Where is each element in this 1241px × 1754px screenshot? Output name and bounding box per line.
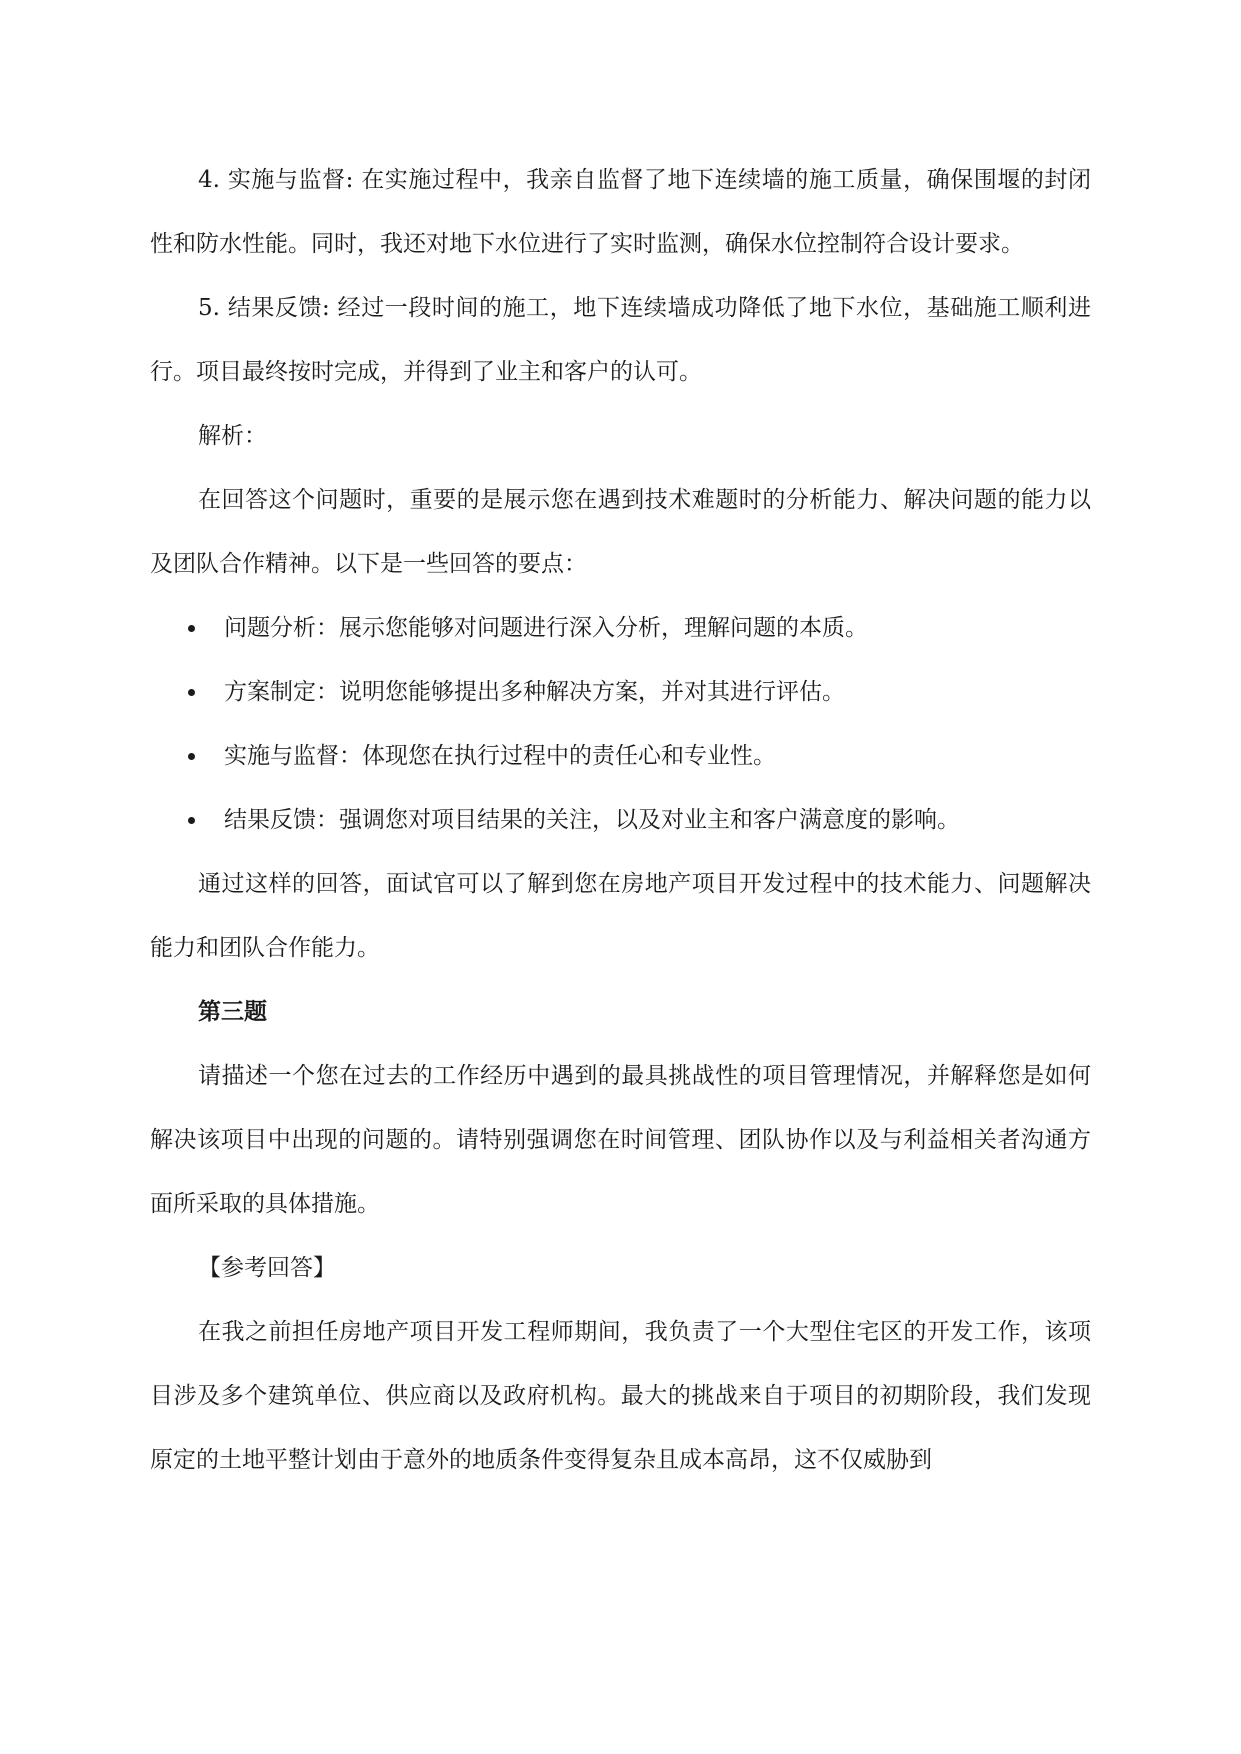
paragraph-answer: 在我之前担任房地产项目开发工程师期间，我负责了一个大型住宅区的开发工作，该项目涉及多个建筑单位、供应商以及政府机构。最大的挑战来自于项目的初期阶段，我们发现原定的土地平整计划由于意外的地质条件变得复杂且成本高昂，这不仅威胁到 — [150, 1319, 1091, 1473]
bullet-icon — [188, 689, 195, 696]
key-points-list — [150, 596, 1091, 852]
list-item — [150, 596, 1091, 660]
list-item — [150, 724, 1091, 788]
list-item-text: 结果反馈：强调您对项目结果的关注，以及对业主和客户满意度的影响。 — [224, 807, 960, 833]
answer-label: 【参考回答】 — [198, 1255, 336, 1281]
list-item-text: 实施与监督：体现您在执行过程中的责任心和专业性。 — [224, 743, 776, 769]
paragraph-analysis-intro: 在回答这个问题时，重要的是展示您在遇到技术难题时的分析能力、解决问题的能力以及团队合作精神。以下是一些回答的要点： — [150, 487, 1091, 577]
bullet-icon — [188, 625, 195, 632]
analysis-label: 解析： — [198, 423, 267, 449]
list-item-text: 问题分析：展示您能够对问题进行深入分析，理解问题的本质。 — [224, 615, 868, 641]
list-item-text: 方案制定：说明您能够提出多种解决方案，并对其进行评估。 — [224, 679, 845, 705]
section-heading: 第三题 — [198, 999, 267, 1025]
list-item — [150, 788, 1091, 852]
paragraph-question: 请描述一个您在过去的工作经历中遇到的最具挑战性的项目管理情况，并解释您是如何解决该项目中出现的问题的。请特别强调您在时间管理、团队协作以及与利益相关者沟通方面所采取的具体措施。 — [150, 1063, 1091, 1217]
paragraph-results: 5. 结果反馈: 经过一段时间的施工，地下连续墙成功降低了地下水位，基础施工顺利进行。项目最终按时完成，并得到了业主和客户的认可。 — [150, 295, 1091, 385]
list-item — [150, 660, 1091, 724]
paragraph-implementation: 4. 实施与监督: 在实施过程中，我亲自监督了地下连续墙的施工质量，确保围堰的封闭性和防水性能。同时，我还对地下水位进行了实时监测，确保水位控制符合设计要求。 — [150, 167, 1091, 257]
paragraph-summary: 通过这样的回答，面试官可以了解到您在房地产项目开发过程中的技术能力、问题解决能力和团队合作能力。 — [150, 871, 1091, 961]
bullet-icon — [188, 817, 195, 824]
bullet-icon — [188, 753, 195, 760]
